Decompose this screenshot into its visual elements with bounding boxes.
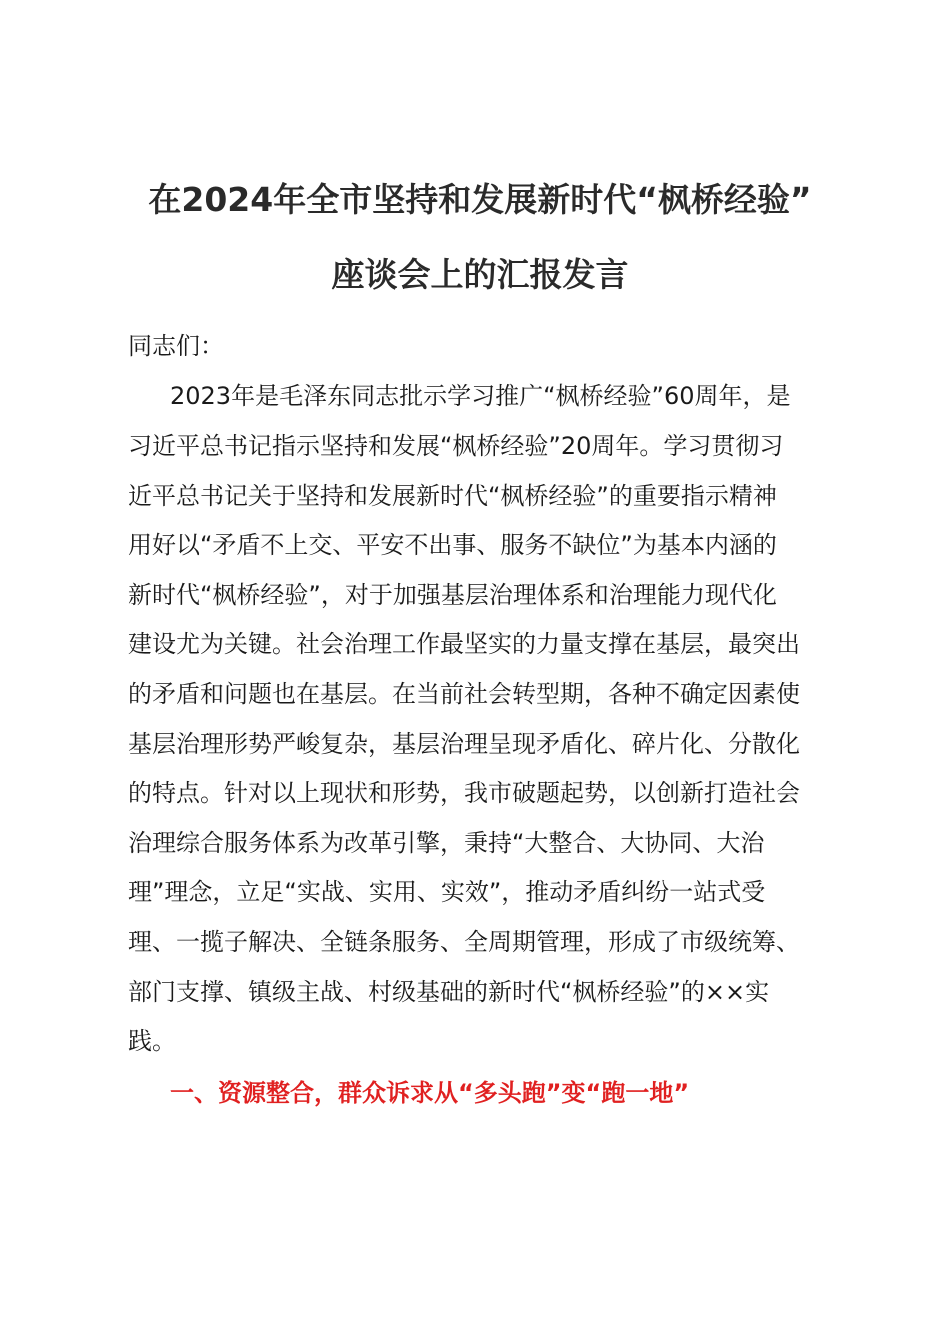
salutation: 同志们： — [128, 332, 224, 360]
paragraph-line: 新时代“枫桥经验”，对于加强基层治理体系和治理能力现代化 — [128, 581, 777, 609]
paragraph-line: 的特点。针对以上现状和形势，我市破题起势，以创新打造社会 — [128, 779, 800, 807]
paragraph-line: 用好以“矛盾不上交、平安不出事、服务不缺位”为基本内涵的 — [128, 531, 777, 559]
paragraph-line: 2023年是毛泽东同志批示学习推广“枫桥经验”60周年，是 — [170, 382, 791, 410]
paragraph-line: 践。 — [128, 1027, 176, 1055]
paragraph-line: 近平总书记关于坚持和发展新时代“枫桥经验”的重要指示精神 — [128, 482, 777, 510]
paragraph-line: 部门支撑、镇级主战、村级基础的新时代“枫桥经验”的××实 — [128, 978, 770, 1006]
paragraph-line: 理、一揽子解决、全链条服务、全周期管理，形成了市级统筹、 — [128, 928, 800, 956]
paragraph-line: 理”理念，立足“实战、实用、实效”，推动矛盾纠纷一站式受 — [128, 878, 766, 906]
paragraph-line: 治理综合服务体系为改革引擎，秉持“大整合、大协同、大治 — [128, 829, 765, 857]
document-title-line-2: 座谈会上的汇报发言 — [331, 255, 629, 294]
paragraph-line: 习近平总书记指示坚持和发展“枫桥经验”20周年。学习贯彻习 — [128, 432, 784, 460]
section-heading: 一、资源整合，群众诉求从“多头跑”变“跑一地” — [170, 1079, 690, 1107]
document-title-line-1: 在2024年全市坚持和发展新时代“枫桥经验” — [148, 180, 812, 219]
paragraph-line: 基层治理形势严峻复杂，基层治理呈现矛盾化、碎片化、分散化 — [128, 730, 800, 758]
paragraph-line: 的矛盾和问题也在基层。在当前社会转型期，各种不确定因素使 — [128, 680, 800, 708]
paragraph-line: 建设尤为关键。社会治理工作最坚实的力量支撑在基层，最突出 — [128, 630, 800, 658]
